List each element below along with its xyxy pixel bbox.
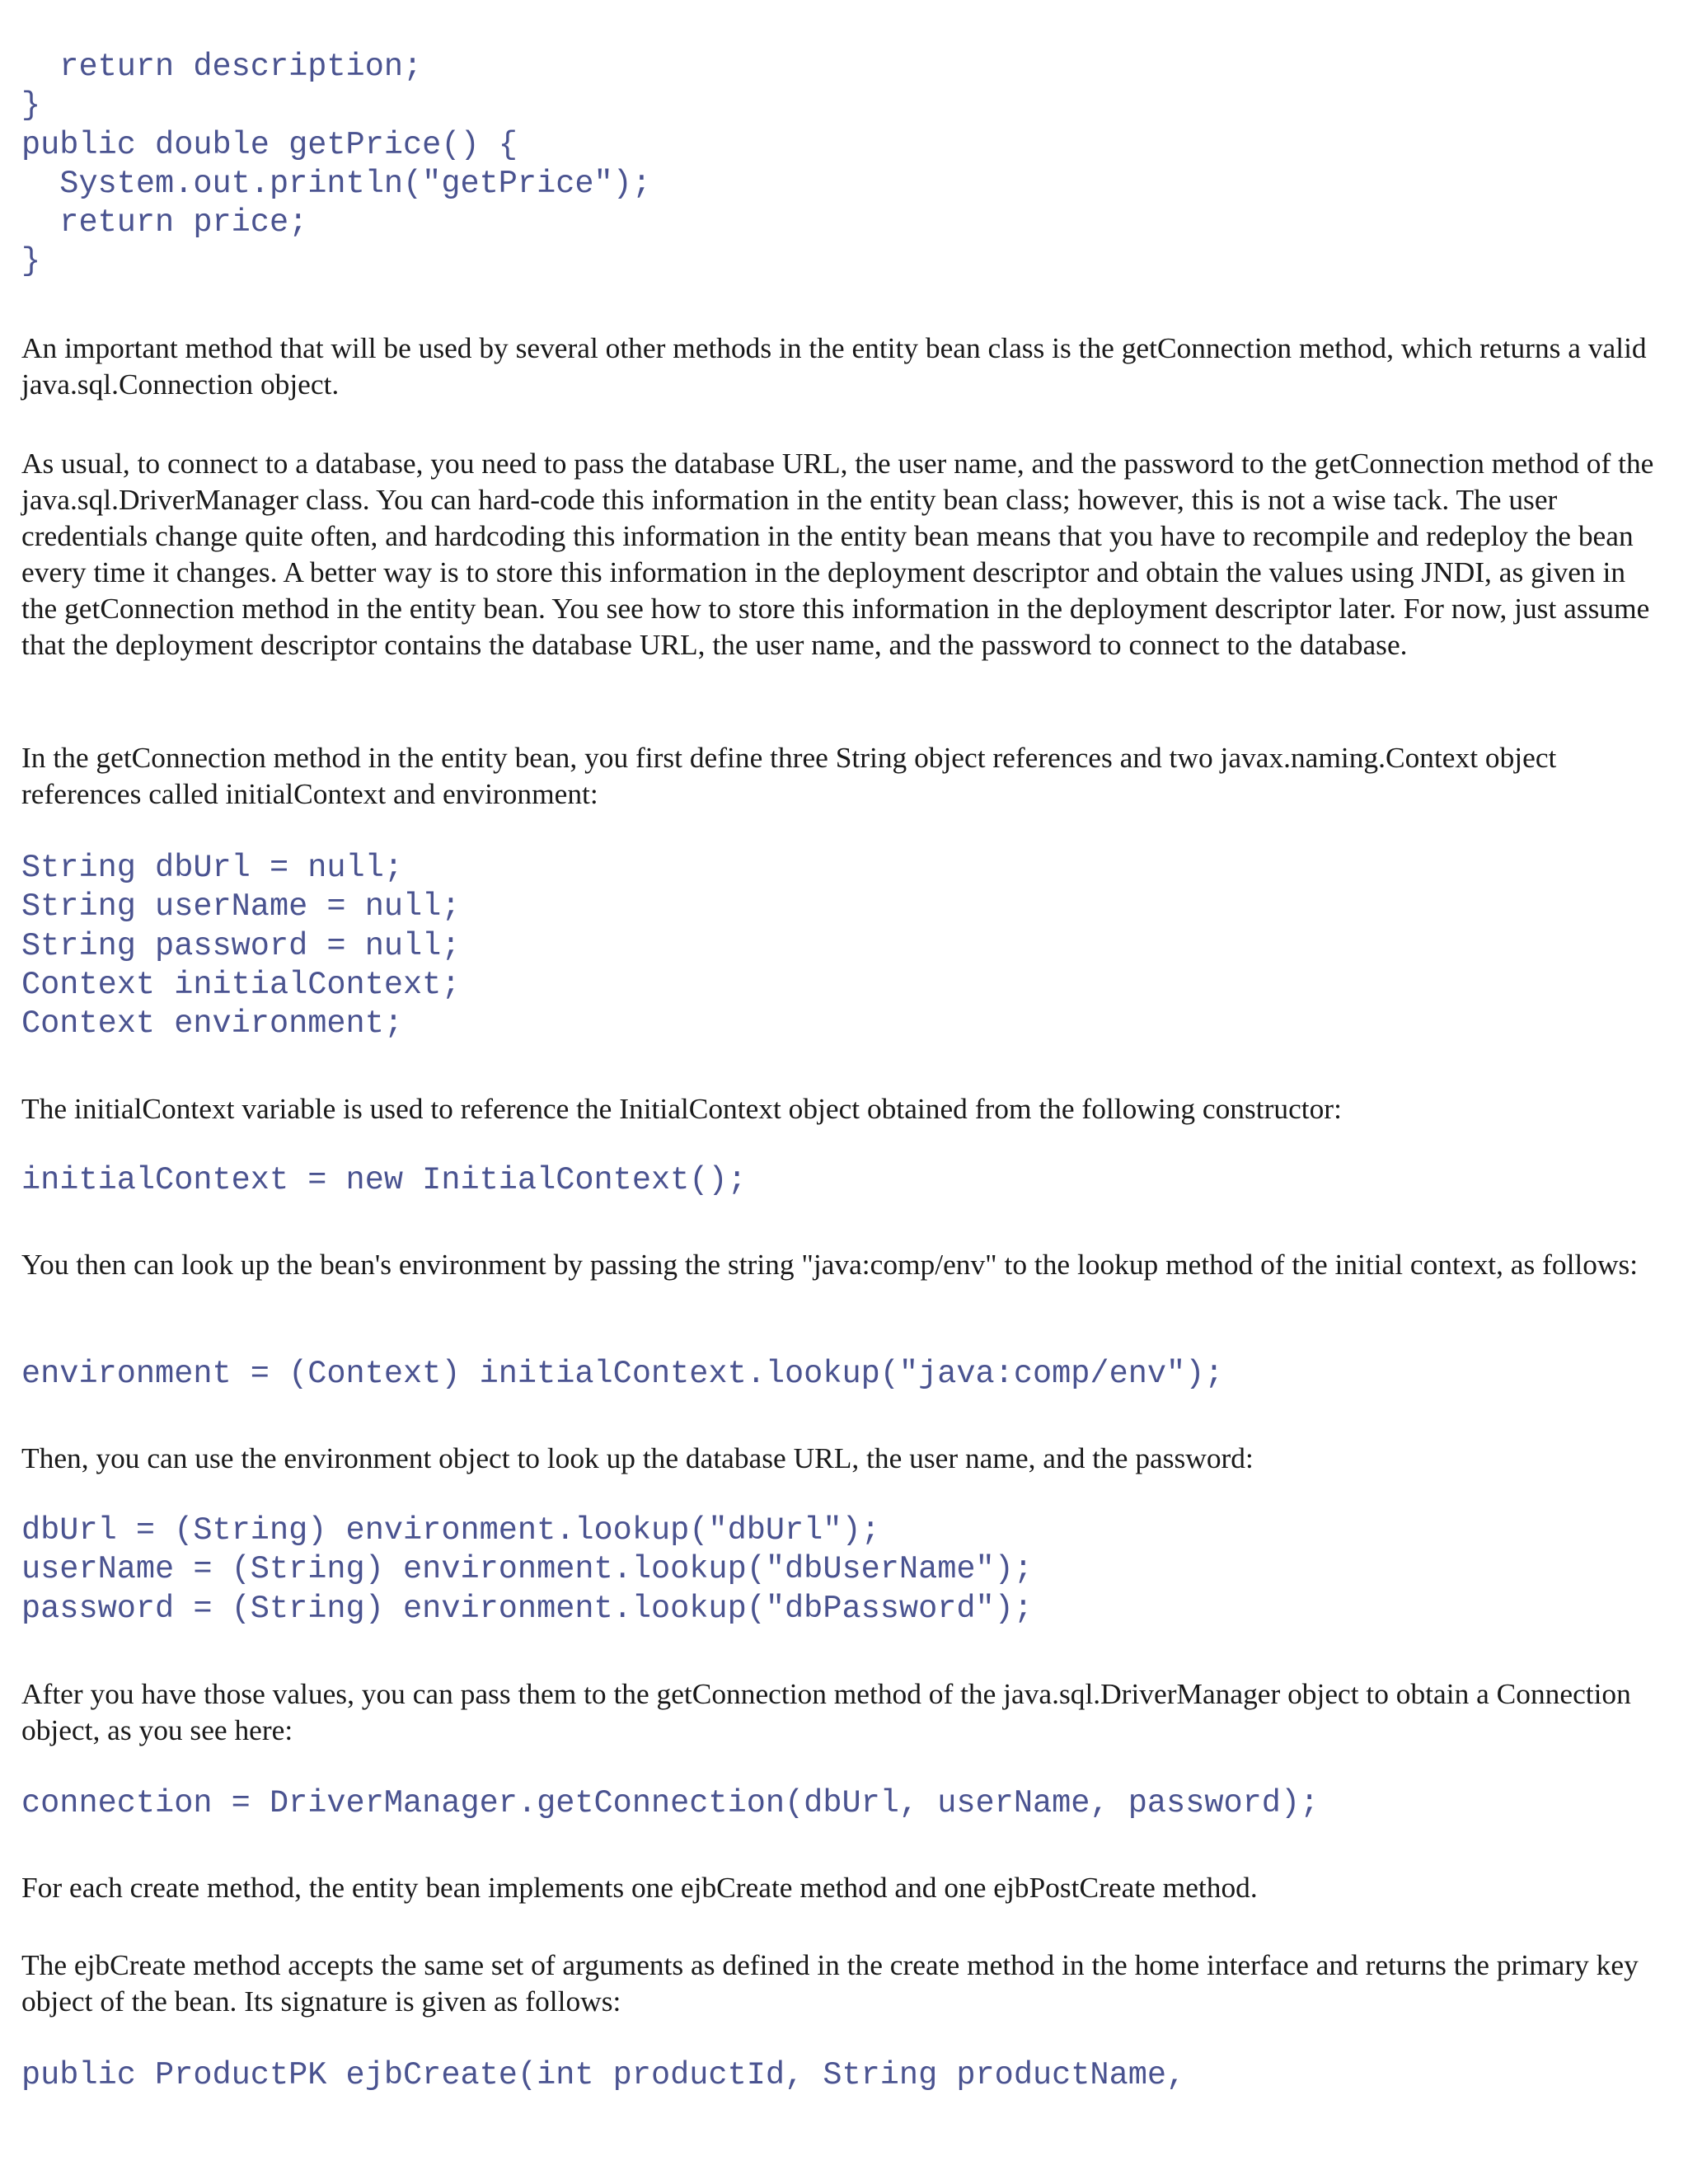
paragraph-database-credentials: As usual, to connect to a database, you need to pass the database URL, the user name, and the password to the getConnection method of the java.sql.DriverManager class. You can hard-code this information in the entity bean class; however, this is not a wise tack. The user credentials change quite often, and hardcoding this information in the entity bean means that you have to recompile and redeploy the bean every time it changes. A better way is to store this information in the deployment descriptor and obtain the values using JNDI, as given in the getConnection method in the entity bean. You see how to store this information in the deployment descriptor later. For now, just assume that the deployment descriptor contains the database URL, the user name, and the password to connect to the database. bbox=[21, 447, 1654, 661]
code-block-get-connection: connection = DriverManager.getConnection(dbUrl, userName, password); bbox=[21, 1785, 1320, 1821]
code-block-credential-lookups: dbUrl = (String) environment.lookup("dbUrl"); userName = (String) environment.lookup("dbUserName"); password = (String) environment.lookup("dbPassword"); bbox=[21, 1512, 1033, 1627]
paragraph-lookup-credentials: Then, you can use the environment object to look up the database URL, the user name, and the password: bbox=[21, 1441, 1254, 1474]
paragraph-getconnection-intro: An important method that will be used by several other methods in the entity bean class is the getConnection method, which returns a valid java.sql.Connection object. bbox=[21, 331, 1647, 401]
paragraph-define-references: In the getConnection method in the entity bean, you first define three String object references and two javax.naming.Context object references called initialContext and environment: bbox=[21, 741, 1557, 810]
code-block-getprice: return description; } public double getPrice() { System.out.println("getPrice"); return price; } bbox=[21, 49, 651, 280]
code-block-ejbcreate-signature: public ProductPK ejbCreate(int productId, String productName, bbox=[21, 2057, 1186, 2093]
code-block-new-initialcontext: initialContext = new InitialContext(); bbox=[21, 1162, 747, 1198]
paragraph-ejbcreate: The ejbCreate method accepts the same set of arguments as defined in the create method in the home interface and returns the primary key object of the bean. Its signature is given as follows: bbox=[21, 1948, 1639, 2018]
code-block-variable-declarations: String dbUrl = null; String userName = null; String password = null; Context initialContext; Context environment; bbox=[21, 850, 461, 1043]
paragraph-initialcontext-variable: The initialContext variable is used to reference the InitialContext object obtained from the following constructor: bbox=[21, 1092, 1342, 1125]
paragraph-lookup-environment: You then can look up the bean's environment by passing the string "java:comp/env" to the lookup method of the initial context, as follows: bbox=[21, 1248, 1639, 1281]
paragraph-drivermanager: After you have those values, you can pass them to the getConnection method of the java.sql.DriverManager object to obtain a Connection object, as you see here: bbox=[21, 1677, 1631, 1746]
code-block-environment-lookup: environment = (Context) initialContext.lookup("java:comp/env"); bbox=[21, 1356, 1224, 1392]
paragraph-create-methods: For each create method, the entity bean implements one ejbCreate method and one ejbPostCreate method. bbox=[21, 1871, 1258, 1904]
